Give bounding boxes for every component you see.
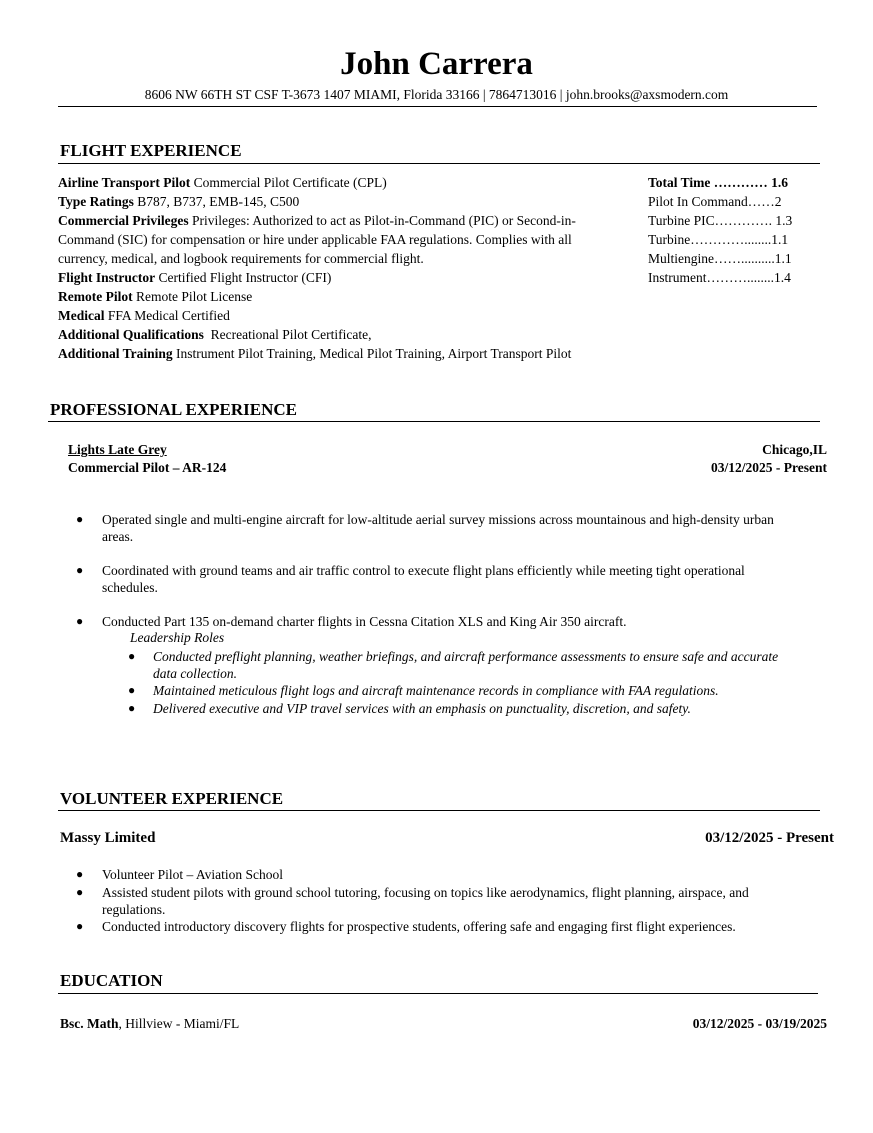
employer-name: Lights Late Grey	[68, 442, 167, 457]
flight-experience-divider	[58, 163, 820, 164]
flight-experience-heading: FLIGHT EXPERIENCE	[60, 141, 242, 160]
job-dates: 03/12/2025 - Present	[711, 460, 827, 475]
hours-item: Multiengine……..........1.1	[648, 251, 792, 266]
professional-experience-heading: PROFESSIONAL EXPERIENCE	[50, 400, 298, 419]
job-bullet: ● Operated single and multi-engine aircraft for low-altitude aerial survey missions across mountainous and high-density urban areas.	[76, 512, 774, 544]
professional-experience-divider	[48, 421, 820, 422]
flight-qualifications	[58, 173, 618, 363]
qualification-line: Additional Qualifications Recreational Pilot Certificate,	[58, 327, 372, 342]
header-divider	[58, 106, 817, 107]
qualification-line: Command (SIC) for compensation or hire under applicable FAA regulations. Complies with all	[58, 232, 572, 247]
employer-location: Chicago,IL	[762, 442, 827, 457]
leadership-bullet: ● Conducted preflight planning, weather briefings, and aircraft performance assessments to ensure safe and accurate data collection.	[128, 649, 779, 681]
qualification-line: Type Ratings B787, B737, EMB-145, C500	[58, 194, 300, 209]
hours-item: Turbine PIC…………. 1.3	[648, 213, 793, 228]
leadership-bullet: ● Delivered executive and VIP travel services with an emphasis on punctuality, discretion, and safety.	[128, 701, 691, 716]
volunteer-bullet: ● Assisted student pilots with ground school tutoring, focusing on topics like aerodynamics, flight planning, airspace, and regulations.	[76, 885, 749, 917]
bullet-icon: ●	[76, 919, 84, 933]
bullet-icon: ●	[128, 683, 136, 697]
bullet-icon: ●	[128, 701, 136, 715]
job-bullet: ● Conducted Part 135 on-demand charter flights in Cessna Citation XLS and King Air 350 aircraft.	[76, 614, 627, 629]
education-divider	[58, 993, 818, 994]
total-time: Total Time ………… 1.6	[648, 175, 789, 190]
contact-info: 8606 NW 66TH ST CSF T-3673 1407 MIAMI, Florida 33166 | 7864713016 | john.brooks@axsmodern.com	[144, 87, 729, 102]
job-title: Commercial Pilot – AR-124	[68, 460, 227, 475]
qualification-line: currency, medical, and logbook requirements for commercial flight.	[58, 251, 424, 266]
hours-item: Pilot In Command……2	[648, 194, 782, 209]
volunteer-dates: 03/12/2025 - Present	[705, 830, 834, 846]
hours-item: Turbine…………........1.1	[648, 232, 789, 247]
candidate-name: John Carrera	[340, 46, 533, 82]
qualification-line: Flight Instructor Certified Flight Instructor (CFI)	[58, 270, 332, 285]
bullet-icon: ●	[76, 563, 84, 577]
education-heading: EDUCATION	[60, 971, 163, 990]
leadership-bullet: ● Maintained meticulous flight logs and aircraft maintenance records in compliance with FAA regulations.	[128, 683, 719, 698]
volunteer-experience-divider	[58, 810, 820, 811]
job-bullet: ● Coordinated with ground teams and air traffic control to execute flight plans efficiently while meeting tight operational schedules.	[76, 563, 745, 595]
education-entry	[60, 1014, 239, 1033]
qualification-line: Airline Transport Pilot Commercial Pilot Certificate (CPL)	[58, 175, 387, 190]
qualification-line: Commercial Privileges Privileges: Authorized to act as Pilot-in-Command (PIC) or Second-in-	[58, 213, 576, 228]
bullet-icon: ●	[76, 512, 84, 526]
volunteer-experience-heading: VOLUNTEER EXPERIENCE	[60, 789, 284, 808]
school: , Hillview - Miami/FL	[118, 1016, 240, 1031]
flight-hours	[648, 173, 828, 287]
volunteer-bullet: ● Volunteer Pilot – Aviation School	[76, 867, 283, 882]
education-dates: 03/12/2025 - 03/19/2025	[692, 1016, 827, 1031]
bullet-icon: ●	[128, 649, 136, 663]
hours-item: Instrument………........1.4	[648, 270, 791, 285]
bullet-icon: ●	[76, 614, 84, 628]
volunteer-bullet: ● Conducted introductory discovery flights for prospective students, offering safe and engaging first flight experiences.	[76, 919, 736, 934]
qualification-line: Remote Pilot Remote Pilot License	[58, 289, 253, 304]
degree: Bsc. Math	[60, 1016, 119, 1031]
bullet-icon: ●	[76, 867, 84, 881]
volunteer-organization: Massy Limited	[60, 830, 156, 846]
bullet-icon: ●	[76, 885, 84, 899]
qualification-line: Medical FFA Medical Certified	[58, 308, 230, 323]
qualification-line: Additional Training Instrument Pilot Training, Medical Pilot Training, Airport Transport Pilot	[58, 346, 572, 361]
leadership-label: Leadership Roles	[130, 630, 225, 645]
